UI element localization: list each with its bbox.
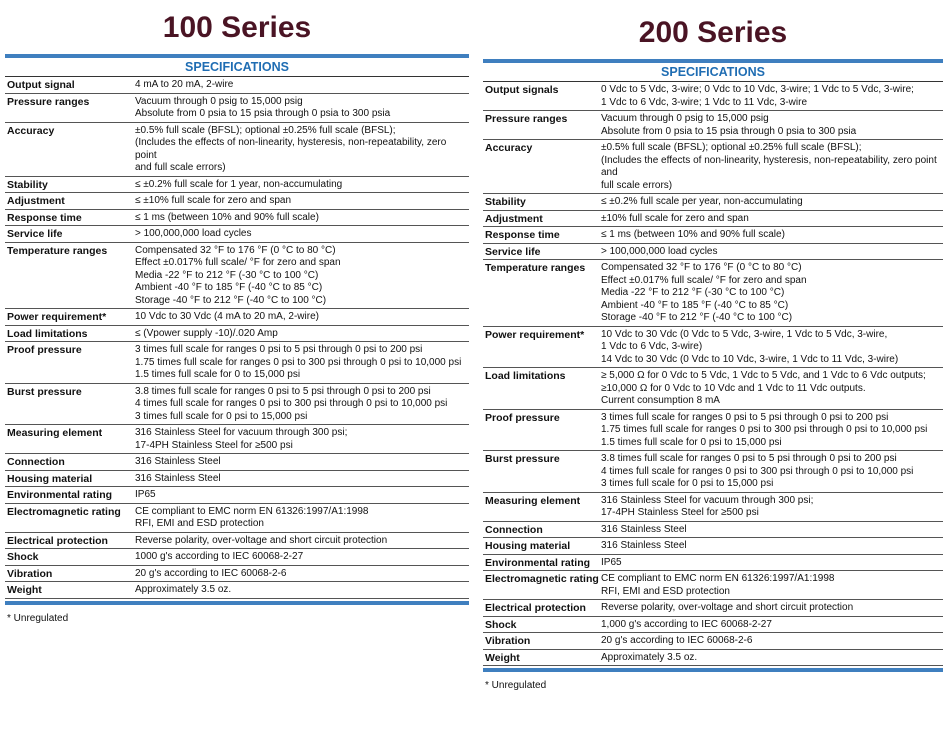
spec-value: 3 times full scale for ranges 0 psi to 5 psi through 0 psi to 200 psi 1.75 times full scale for ranges 0 psi to 300 psi through 0 psi to 10,000 psi 1.5 times full scale for 0 psi to 15,000 psi <box>601 411 928 448</box>
bottom-divider <box>483 668 943 672</box>
spec-label: Service life <box>485 245 541 258</box>
spec-value: ≤ (Vpower supply -10)/.020 Amp <box>135 327 278 339</box>
series-200-panel <box>483 0 943 691</box>
spec-row <box>5 177 469 194</box>
spec-label: Stability <box>7 178 48 191</box>
spec-label: Output signals <box>485 84 559 96</box>
spec-value: Reverse polarity, over-voltage and short circuit protection <box>601 602 854 613</box>
spec-label: Temperature ranges <box>7 244 108 257</box>
spec-value: 3 times full scale for ranges 0 psi to 5 psi through 0 psi to 200 psi 1.75 times full scale for ranges 0 psi to 300 psi through 0 psi to 10,000 psi 1.5 times full scale for 0 to 15,000 psi <box>135 344 462 380</box>
spec-row <box>483 82 943 111</box>
spec-value: ±10% full scale for zero and span <box>601 212 749 224</box>
spec-row <box>483 260 943 327</box>
spec-label: Proof pressure <box>7 344 82 356</box>
spec-value: 1,000 g's according to IEC 60068-2-27 <box>601 618 772 630</box>
spec-row <box>5 549 469 566</box>
spec-row <box>483 522 943 539</box>
spec-value: 316 Stainless Steel <box>601 540 687 551</box>
spec-value: Approximately 3.5 oz. <box>601 651 698 663</box>
spec-label: Electrical protection <box>7 534 108 547</box>
spec-value: > 100,000,000 load cycles <box>135 228 252 239</box>
spec-value: ≤ 1 ms (between 10% and 90% full scale) <box>601 229 785 240</box>
spec-row <box>5 566 469 583</box>
spec-value: CE compliant to EMC norm EN 61326:1997/A1:1998 RFI, EMI and ESD protection <box>601 573 835 597</box>
spec-value: Compensated 32 °F to 176 °F (0 °C to 80 °C) Effect ±0.017% full scale/ °F for zero and span Media -22 °F to 212 °F (-30 °C to 100 °C) Ambient -40 °F to 185 °F (-40 °C to 85 °C) Storage -40 °F to 212 °F (-40 °C to 100 °C) <box>135 244 341 306</box>
spec-row <box>483 368 943 410</box>
spec-row <box>483 555 943 572</box>
spec-value: IP65 <box>601 556 622 568</box>
spec-row <box>483 140 943 194</box>
footnote: * Unregulated <box>7 612 69 624</box>
spec-row <box>483 600 943 617</box>
spec-value: > 100,000,000 load cycles <box>601 245 718 257</box>
spec-value: 20 g's according to IEC 60068-2-6 <box>601 635 753 646</box>
spec-row <box>5 425 469 454</box>
specifications-heading: SPECIFICATIONS <box>661 65 765 79</box>
series-title: 100 Series <box>162 11 312 44</box>
spec-value: ≤ ±0.2% full scale per year, non-accumulating <box>601 196 803 207</box>
spec-value: 316 Stainless Steel <box>601 523 687 535</box>
spec-row <box>483 493 943 522</box>
spec-row <box>483 244 943 261</box>
spec-value: 1000 g's according to IEC 60068-2-27 <box>135 551 304 562</box>
spec-value: Vacuum through 0 psig to 15,000 psig Absolute from 0 psia to 15 psia through 0 psia to 300 psia <box>135 95 391 119</box>
spec-value: 4 mA to 20 mA, 2-wire <box>135 79 234 90</box>
spec-row <box>483 571 943 600</box>
spec-label: Adjustment <box>7 195 65 207</box>
spec-label: Proof pressure <box>485 411 560 424</box>
spec-value: 3.8 times full scale for ranges 0 psi to 5 psi through 0 psi to 200 psi 4 times full scale for ranges 0 psi to 300 psi through 0 psi to 10,000 psi 3 times full scale for 0 psi to 15,000 psi <box>135 385 448 422</box>
spec-label: Weight <box>7 584 42 596</box>
series-100-panel <box>5 0 469 624</box>
spec-label: Pressure ranges <box>7 95 90 108</box>
spec-row <box>5 533 469 550</box>
spec-row <box>483 211 943 228</box>
spec-value: ≤ 1 ms (between 10% and 90% full scale) <box>135 211 319 223</box>
spec-value: 10 Vdc to 30 Vdc (4 mA to 20 mA, 2-wire) <box>135 311 319 322</box>
spec-table <box>483 81 943 666</box>
bottom-divider <box>5 601 469 605</box>
spec-row <box>5 384 469 426</box>
spec-label: Load limitations <box>7 327 88 340</box>
spec-label: Pressure ranges <box>485 113 568 125</box>
spec-row <box>5 123 469 177</box>
spec-label: Electrical protection <box>485 602 586 614</box>
spec-row <box>5 342 469 384</box>
spec-row <box>5 309 469 326</box>
spec-row <box>483 327 943 369</box>
spec-row <box>483 194 943 211</box>
spec-label: Service life <box>7 228 63 240</box>
spec-label: Measuring element <box>7 427 103 439</box>
spec-label: Output signal <box>7 79 75 91</box>
spec-row <box>483 650 943 667</box>
spec-label: Response time <box>7 211 82 224</box>
spec-row <box>483 538 943 555</box>
spec-value: 316 Stainless Steel <box>135 456 221 467</box>
spec-value: Reverse polarity, over-voltage and short circuit protection <box>135 534 388 546</box>
spec-label: Burst pressure <box>7 385 82 398</box>
spec-value: ±0.5% full scale (BFSL); optional ±0.25% full scale (BFSL); (Includes the effects of non-linearity, hysteresis, non-repeatability, zero point and full scale errors) <box>601 142 937 191</box>
spec-row <box>5 226 469 243</box>
spec-value: CE compliant to EMC norm EN 61326:1997/A1:1998 RFI, EMI and ESD protection <box>135 505 369 529</box>
spec-value: Approximately 3.5 oz. <box>135 584 232 595</box>
spec-value: 10 Vdc to 30 Vdc (0 Vdc to 5 Vdc, 3-wire, 1 Vdc to 5 Vdc, 3-wire, 1 Vdc to 6 Vdc, 3-wire) 14 Vdc to 30 Vdc (0 Vdc to 10 Vdc, 3-wire, 1 Vdc to 11 Vdc, 3-wire) <box>601 328 899 365</box>
spec-label: Power requirement* <box>485 328 585 341</box>
spec-row <box>483 227 943 244</box>
spec-label: Weight <box>485 651 520 664</box>
spec-label: Shock <box>485 618 517 631</box>
spec-row <box>483 451 943 493</box>
spec-value: ≤ ±10% full scale for zero and span <box>135 195 292 206</box>
spec-value: 316 Stainless Steel for vacuum through 300 psi; 17-4PH Stainless Steel for ≥500 psi <box>135 427 348 451</box>
spec-row <box>5 94 469 123</box>
spec-row <box>483 111 943 140</box>
spec-label: Connection <box>485 523 543 536</box>
spec-label: Accuracy <box>485 142 533 154</box>
specifications-heading: SPECIFICATIONS <box>185 60 289 74</box>
spec-label: Measuring element <box>485 494 581 507</box>
spec-row <box>5 193 469 210</box>
spec-value: ≥ 5,000 Ω for 0 Vdc to 5 Vdc, 1 Vdc to 5 Vdc, and 1 Vdc to 6 Vdc outputs; ≥10,000 Ω for 0 Vdc to 10 Vdc and 1 Vdc to 11 Vdc outputs. Current consumption 8 mA <box>601 370 926 406</box>
spec-label: Vibration <box>7 567 53 580</box>
spec-value: ±0.5% full scale (BFSL); optional ±0.25% full scale (BFSL); (Includes the effects of non-linearity, hysteresis, non-repeatability, zero point and full scale errors) <box>135 124 447 173</box>
spec-table <box>5 76 469 599</box>
spec-label: Power requirement* <box>7 311 107 323</box>
spec-label: Housing material <box>485 540 571 552</box>
spec-label: Load limitations <box>485 370 566 382</box>
spec-value: 20 g's according to IEC 60068-2-6 <box>135 567 287 579</box>
spec-row <box>483 617 943 634</box>
spec-label: Vibration <box>485 635 531 647</box>
spec-value: Vacuum through 0 psig to 15,000 psig Absolute from 0 psia to 15 psia through 0 psia to 300 psia <box>601 113 857 137</box>
spec-label: Electromagnetic rating <box>485 573 599 585</box>
spec-row <box>483 410 943 452</box>
spec-value: 3.8 times full scale for ranges 0 psi to 5 psi through 0 psi to 200 psi 4 times full scale for ranges 0 psi to 300 psi through 0 psi to 10,000 psi 3 times full scale for 0 psi to 15,000 psi <box>601 453 914 489</box>
spec-row <box>5 487 469 504</box>
spec-row <box>5 77 469 94</box>
spec-row <box>5 471 469 488</box>
spec-value: Compensated 32 °F to 176 °F (0 °C to 80 °C) Effect ±0.017% full scale/ °F for zero and span Media -22 °F to 212 °F (-30 °C to 100 °C) Ambient -40 °F to 185 °F (-40 °C to 85 °C) Storage -40 °F to 212 °F (-40 °C to 100 °C) <box>601 262 807 323</box>
spec-value: IP65 <box>135 489 156 500</box>
spec-label: Shock <box>7 551 39 563</box>
spec-label: Environmental rating <box>7 489 113 501</box>
spec-row <box>5 210 469 227</box>
spec-value: 316 Stainless Steel <box>135 472 221 484</box>
spec-label: Adjustment <box>485 212 543 225</box>
spec-label: Electromagnetic rating <box>7 505 121 518</box>
spec-label: Connection <box>7 456 65 468</box>
spec-value: 0 Vdc to 5 Vdc, 3-wire; 0 Vdc to 10 Vdc, 3-wire; 1 Vdc to 5 Vdc, 3-wire; 1 Vdc to 6 Vdc, 3-wire; 1 Vdc to 11 Vdc, 3-wire <box>601 84 914 108</box>
footnote: * Unregulated <box>485 680 547 691</box>
spec-label: Housing material <box>7 472 93 485</box>
spec-value: ≤ ±0.2% full scale for 1 year, non-accumulating <box>135 178 343 190</box>
spec-row <box>483 633 943 650</box>
spec-label: Temperature ranges <box>485 262 586 274</box>
spec-row <box>5 326 469 343</box>
spec-label: Stability <box>485 196 526 208</box>
spec-label: Environmental rating <box>485 556 591 569</box>
spec-label: Burst pressure <box>485 453 560 465</box>
spec-row <box>5 243 469 310</box>
series-title: 200 Series <box>638 16 788 49</box>
spec-value: 316 Stainless Steel for vacuum through 300 psi; 17-4PH Stainless Steel for ≥500 psi <box>601 494 814 518</box>
spec-row <box>5 504 469 533</box>
spec-row <box>5 454 469 471</box>
spec-label: Accuracy <box>7 124 55 137</box>
spec-label: Response time <box>485 229 560 241</box>
spec-row <box>5 582 469 599</box>
